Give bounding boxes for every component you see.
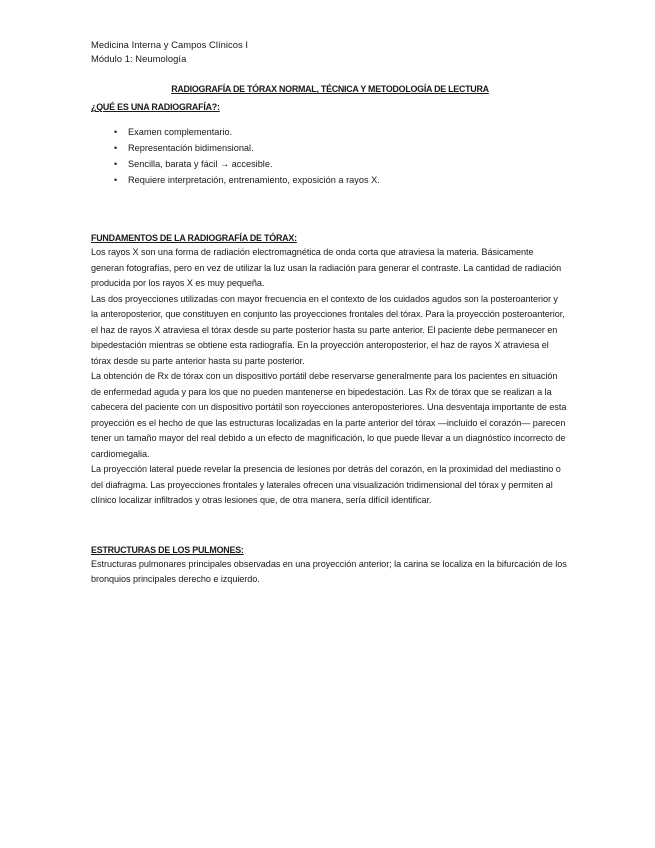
list-item bbox=[91, 124, 567, 140]
paragraph-xray-definition: Los rayos X son una forma de radiación electromagnética de onda corta que atraviesa la materia. Básicamente generan fotografías, pero en vez de utilizar la luz usan la radiación para generar el contraste. La cantidad de radiación producida por los rayos X es muy pequeña. bbox=[91, 247, 562, 288]
document-title: RADIOGRAFÍA DE TÓRAX NORMAL, TÉCNICA Y METODOLOGÍA DE LECTURA bbox=[171, 84, 489, 94]
paragraph-lung-structures: Estructuras pulmonares principales observadas en una proyección anterior; la carina se localiza en la bifurcación de los bronquios principales derecho e izquierdo. bbox=[91, 558, 567, 584]
list-item-text: Examen complementario. bbox=[128, 127, 233, 137]
module-name: Módulo 1: Neumología bbox=[91, 53, 187, 64]
list-item-text: Representación bidimensional. bbox=[128, 143, 254, 153]
bullet-icon: • bbox=[114, 159, 118, 169]
list-item bbox=[91, 156, 567, 172]
list-item-text: Sencilla, barata y fácil → accesible. bbox=[128, 159, 273, 169]
bullet-icon: • bbox=[114, 127, 118, 137]
list-item bbox=[91, 172, 567, 188]
list-item-text: Requiere interpretación, entrenamiento, exposición a rayos X. bbox=[128, 175, 380, 185]
bullet-icon: • bbox=[114, 175, 118, 185]
list-item bbox=[91, 140, 567, 156]
document-page bbox=[91, 38, 567, 588]
section-heading-what-is: ¿QUÉ ES UNA RADIOGRAFÍA?: bbox=[91, 102, 220, 112]
course-name: Medicina Interna y Campos Clínicos I bbox=[91, 39, 249, 50]
paragraph-portable-xray: La obtención de Rx de tórax con un dispositivo portátil debe reservarse generalmente para los pacientes en situación de enfermedad aguda y para los que no pueden mantenerse en bipedestación. Las Rx de tórax que se realizan a la cabecera del paciente con un dispositivo portátil son royecciones anteroposteriores. Una desventaja importante de esta proyección es el hecho de que las estructuras localizadas en la parte anterior del tórax —incluido el corazón— parecen tener un tamaño mayor del real debido a un efecto de magnificación, lo que puede llevar a un diagnóstico incorrecto de cardiomegalia. bbox=[91, 371, 567, 459]
bullet-icon: • bbox=[114, 143, 118, 153]
paragraph-lateral-projection: La proyección lateral puede revelar la presencia de lesiones por detrás del corazón, en la proximidad del mediastino o del diafragma. Las proyecciones frontales y laterales ofrecen una visualización tridimensional del tórax y permiten al clínico localizar infiltrados y otras lesiones que, de otra manera, sería difícil identificar. bbox=[91, 464, 561, 505]
section-heading-fundamentals: FUNDAMENTOS DE LA RADIOGRAFÍA DE TÓRAX: bbox=[91, 233, 297, 243]
bullet-list bbox=[91, 124, 567, 188]
section-heading-lung-structures: ESTRUCTURAS DE LOS PULMONES: bbox=[91, 544, 244, 555]
paragraph-frontal-projections: Las dos proyecciones utilizadas con mayor frecuencia en el contexto de los cuidados agudos son la posteroanterior y la anteroposterior, que constituyen en conjunto las proyecciones frontales del tórax. Para la proyección posteroanterior, el haz de rayos X atraviesa el tórax desde su parte posterior hasta su parte anterior. El paciente debe permanecer en bipedestación mientras se obtiene esta radiografía. En la proyección anteroposterior, el haz de rayos X atraviesa el tórax desde su parte anterior hasta su parte posterior. bbox=[91, 293, 565, 366]
